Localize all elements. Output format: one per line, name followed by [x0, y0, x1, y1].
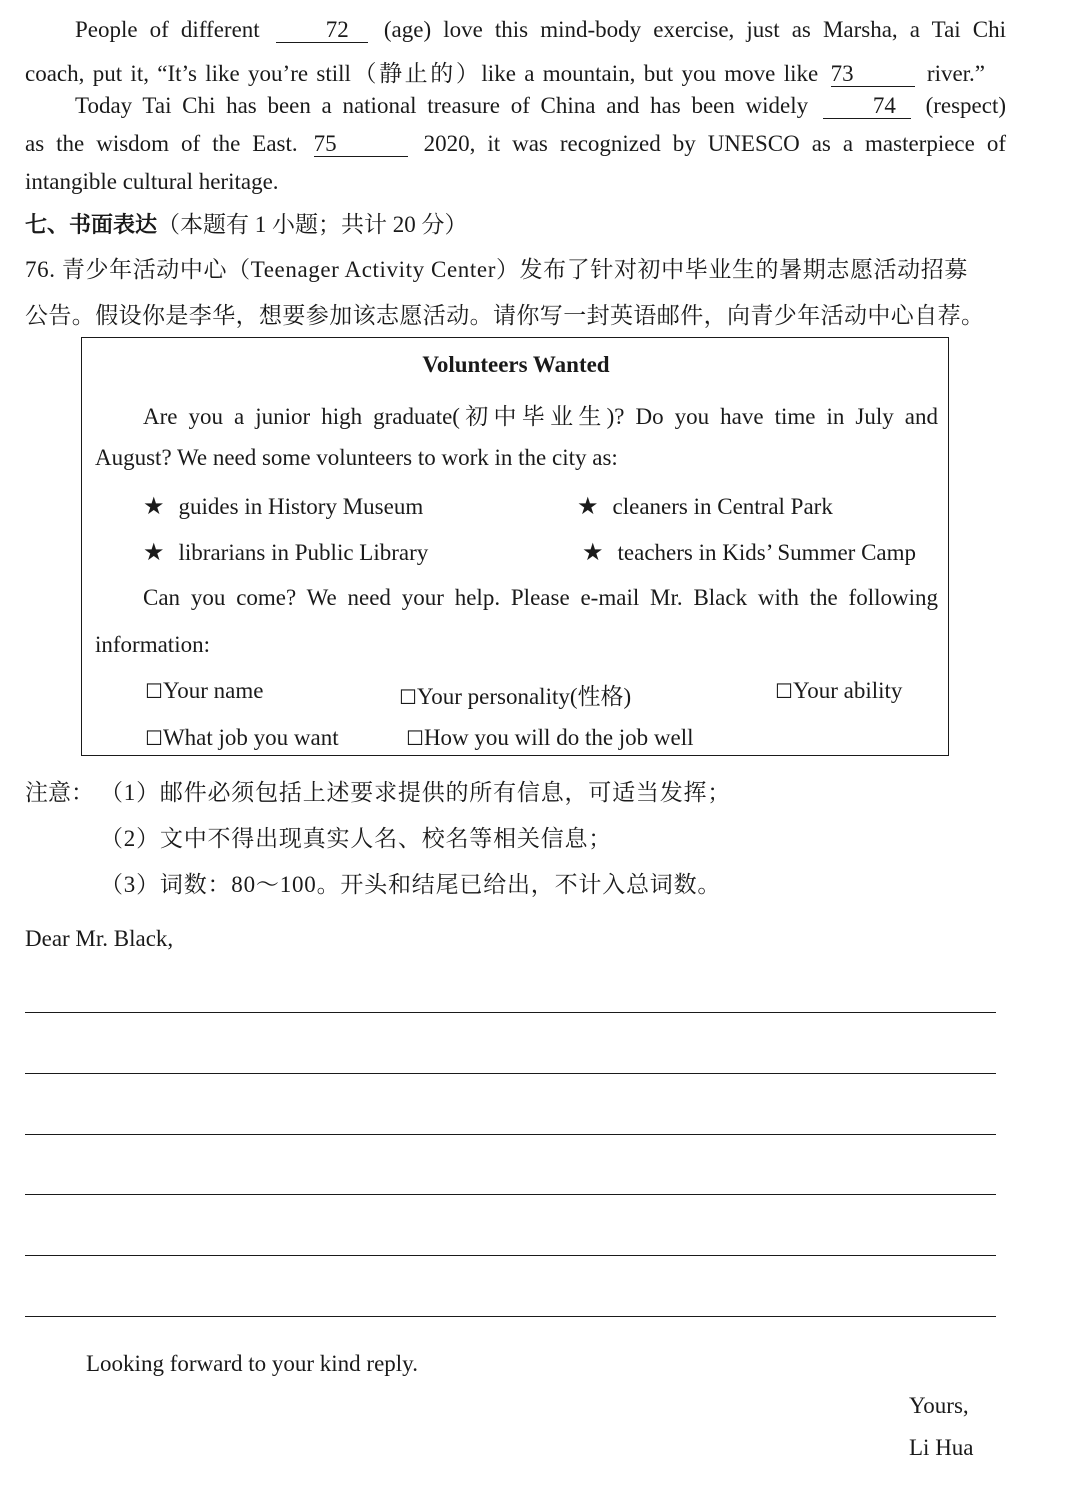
checkbox-icon: ☐ — [406, 726, 424, 750]
checkbox-icon: ☐ — [145, 726, 163, 750]
star-icon: ★ — [582, 538, 604, 566]
checkbox-icon: ☐ — [145, 679, 163, 703]
blank-72[interactable]: 72 — [276, 18, 368, 43]
writing-line[interactable] — [25, 1073, 996, 1074]
star-icon: ★ — [143, 538, 165, 566]
passage-text: Today Tai Chi has been a national treasure of China and has been widely — [75, 93, 809, 118]
checklist-item — [145, 678, 263, 704]
checklist-label: What job you want — [162, 725, 339, 750]
writing-line[interactable] — [25, 1255, 996, 1256]
requirement-item: （2）文中不得出现真实人名、校名等相关信息； — [100, 826, 613, 851]
notice-title: Volunteers Wanted — [422, 352, 610, 377]
letter-closing: Looking forward to your kind reply. — [86, 1351, 418, 1376]
job-label: librarians in Public Library — [178, 540, 429, 565]
passage-line-4 — [25, 131, 1006, 157]
checklist-item — [406, 725, 694, 751]
letter-greeting: Dear Mr. Black, — [25, 926, 174, 951]
writing-line[interactable] — [25, 1194, 996, 1195]
checklist-label: How you will do the job well — [423, 725, 694, 750]
requirements-label: 注意： — [25, 780, 94, 805]
job-item — [577, 492, 833, 520]
job-label: teachers in Kids’ Summer Camp — [617, 540, 917, 565]
passage-line-1 — [25, 17, 1006, 43]
writing-line[interactable] — [25, 1012, 996, 1013]
question-76-line-2: 公告。假设你是李华，想要参加该志愿活动。请你写一封英语邮件，向青少年活动中心自荐。 — [25, 303, 985, 328]
checklist-item — [399, 678, 631, 711]
star-icon: ★ — [577, 492, 599, 520]
job-item — [143, 492, 423, 520]
passage-text: as the wisdom of the East. — [25, 131, 298, 156]
star-icon: ★ — [143, 492, 165, 520]
passage-text: (age) love this mind-body exercise, just as Marsha, a Tai Chi — [383, 17, 1006, 42]
notice-intro-line-2: August? We need some volunteers to work in the city as: — [95, 445, 618, 470]
volunteers-notice — [81, 337, 949, 756]
passage-text: (respect) — [925, 93, 1007, 118]
section-note: （本题有 1 小题；共计 20 分） — [157, 212, 468, 237]
passage-line-5: intangible cultural heritage. — [25, 169, 279, 194]
checklist-label: Your name — [162, 678, 264, 703]
checklist-label: Your personality(性格) — [416, 684, 632, 709]
question-76-line-1: 76. 青少年活动中心（Teenager Activity Center）发布了针对初中毕业生的暑期志愿活动招募 — [25, 257, 968, 282]
notice-help-line-2: information: — [95, 632, 210, 657]
passage-line-2 — [25, 55, 985, 88]
passage-text: coach, put it, “It’s like you’re still（静止的）like a mountain, but you move like — [25, 61, 819, 86]
checkbox-icon: ☐ — [399, 685, 417, 709]
passage-line-3 — [25, 93, 1006, 119]
passage-text: 2020, it was recognized by UNESCO as a masterpiece of — [423, 131, 1006, 156]
letter-signoff: Yours, — [909, 1393, 969, 1418]
notice-help-line-1: Can you come? We need your help. Please e-mail Mr. Black with the following — [143, 585, 938, 610]
writing-line[interactable] — [25, 1134, 996, 1135]
writing-line[interactable] — [25, 1316, 996, 1317]
letter-signature: Li Hua — [909, 1435, 974, 1460]
checklist-item — [775, 678, 902, 704]
notice-intro-line-1: Are you a junior high graduate(初中毕业生)? Do you have time in July and — [143, 404, 938, 429]
checklist-label: Your ability — [792, 678, 903, 703]
section-heading — [25, 206, 468, 239]
requirement-item: （1）邮件必须包括上述要求提供的所有信息，可适当发挥； — [100, 780, 732, 805]
passage-text: People of different — [75, 17, 260, 42]
job-label: cleaners in Central Park — [612, 494, 833, 519]
requirement-item: （3）词数：80～100。开头和结尾已给出，不计入总词数。 — [100, 872, 722, 897]
job-label: guides in History Museum — [178, 494, 424, 519]
checklist-item — [145, 725, 339, 751]
blank-75[interactable]: 75 — [314, 132, 408, 157]
passage-text: river.” — [926, 61, 986, 86]
job-item — [582, 538, 916, 566]
checkbox-icon: ☐ — [775, 679, 793, 703]
section-title: 七、书面表达 — [25, 213, 158, 238]
job-item — [143, 538, 428, 566]
blank-73[interactable]: 73 — [831, 62, 915, 87]
blank-74[interactable]: 74 — [823, 94, 911, 119]
